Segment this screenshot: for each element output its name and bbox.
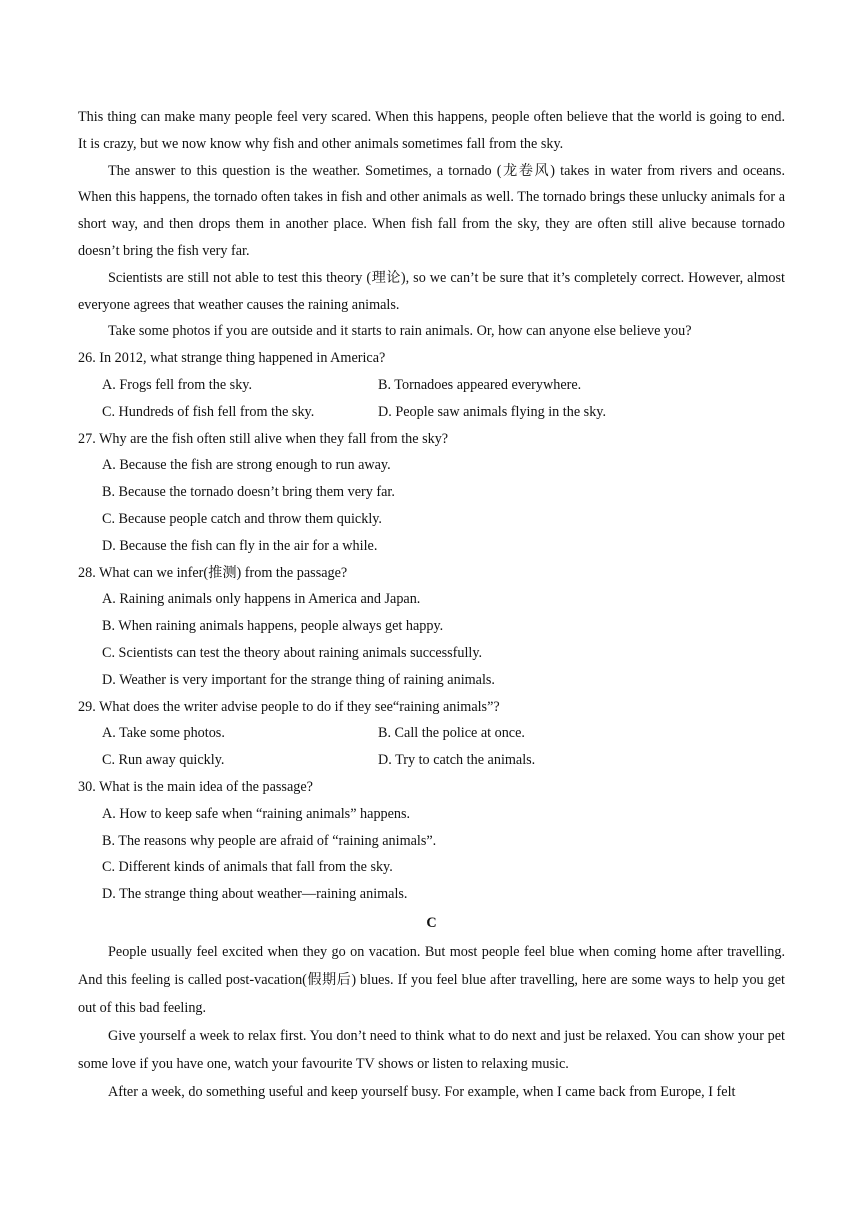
- option-a: A. Frogs fell from the sky.: [102, 376, 253, 393]
- question-stem: 30. What is the main idea of the passage?: [78, 778, 313, 795]
- question-stem: 28. What can we infer(推测) from the passage?: [78, 564, 348, 581]
- option-row: [78, 720, 785, 747]
- option-b: B. Tornadoes appeared everywhere.: [378, 376, 582, 393]
- option-c: C. Different kinds of animals that fall from the sky.: [102, 859, 393, 876]
- option-d: D. Try to catch the animals.: [378, 752, 536, 769]
- section-heading: C: [426, 914, 437, 931]
- option-d: D. People saw animals flying in the sky.: [378, 403, 607, 420]
- option-row: [78, 747, 785, 774]
- passage-b-paragraph: This thing can make many people feel very scared. When this happens, people often believe that the world is going to end. It is crazy, but we now know why fish and other animals sometimes fall from the sky.: [78, 109, 785, 152]
- passage-b-paragraph: Take some photos if you are outside and it starts to rain animals. Or, how can anyone else believe you?: [108, 323, 692, 340]
- option-row: [78, 399, 785, 426]
- question-stem: 29. What does the writer advise people to do if they see“raining animals”?: [78, 698, 500, 715]
- option-a: A. Take some photos.: [102, 725, 225, 742]
- option-b: B. Call the police at once.: [378, 725, 525, 742]
- option-row: [78, 372, 785, 399]
- question-stem: 27. Why are the fish often still alive when they fall from the sky?: [78, 430, 449, 447]
- option-a: A. How to keep safe when “raining animals” happens.: [102, 805, 411, 822]
- option-c: C. Run away quickly.: [102, 752, 225, 769]
- option-d: D. Because the fish can fly in the air for a while.: [102, 537, 378, 554]
- document-page: [78, 104, 785, 1106]
- option-c: C. Because people catch and throw them quickly.: [102, 510, 382, 527]
- option-d: D. Weather is very important for the strange thing of raining animals.: [102, 671, 495, 688]
- option-c: C. Hundreds of fish fell from the sky.: [102, 403, 315, 420]
- option-b: B. When raining animals happens, people always get happy.: [102, 618, 444, 635]
- passage-c-paragraph: After a week, do something useful and keep yourself busy. For example, when I came back from Europe, I felt: [108, 1083, 736, 1100]
- option-a: A. Raining animals only happens in America and Japan.: [102, 591, 421, 608]
- option-b: B. The reasons why people are afraid of “raining animals”.: [102, 832, 437, 849]
- option-c: C. Scientists can test the theory about raining animals successfully.: [102, 644, 483, 661]
- option-a: A. Because the fish are strong enough to run away.: [102, 457, 391, 474]
- question-stem: 26. In 2012, what strange thing happened in America?: [78, 350, 386, 367]
- passage-c-paragraph: Give yourself a week to relax first. You don’t need to think what to do next and just be relaxed. You can show your pet some love if you have one, watch your favourite TV shows or listen to relaxing music.: [78, 1027, 785, 1072]
- option-d: D. The strange thing about weather—raining animals.: [102, 886, 408, 903]
- passage-c-paragraph: People usually feel excited when they go on vacation. But most people feel blue when coming home after travelling. And this feeling is called post-vacation(假期后) blues. If you feel blue after travelling, here are some ways to help you get out of this bad feeling.: [78, 943, 785, 1016]
- passage-b-paragraph: Scientists are still not able to test this theory (理论), so we can’t be sure that it’s completely correct. However, almost everyone agrees that weather causes the raining animals.: [78, 269, 785, 313]
- option-b: B. Because the tornado doesn’t bring them very far.: [102, 484, 395, 501]
- passage-b-paragraph: The answer to this question is the weather. Sometimes, a tornado (龙卷风) takes in water from rivers and oceans. When this happens, the tornado often takes in fish and other animals as well. The tornado brings these unlucky animals for a short way, and then drops them in another place. When fish fall from the sky, they are often still alive because tornado doesn’t bring the fish very far.: [78, 162, 785, 259]
